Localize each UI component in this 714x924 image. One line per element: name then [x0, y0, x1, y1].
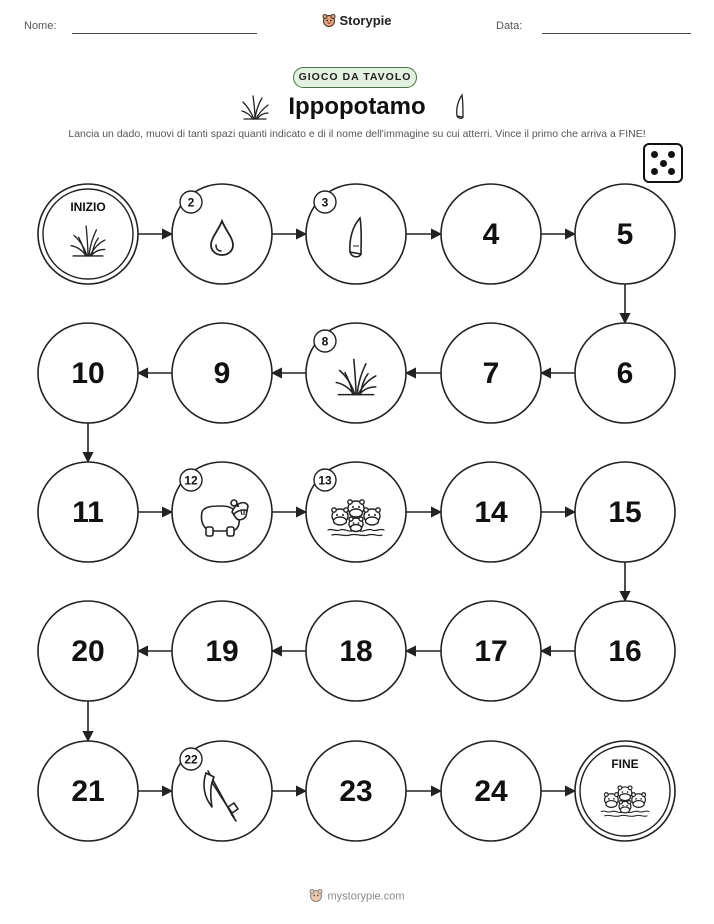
space-number: 9 [213, 357, 231, 390]
space-number: 14 [474, 496, 508, 529]
space-number: 17 [474, 635, 508, 668]
board-space-14 [441, 462, 541, 562]
board-space-10 [38, 323, 138, 423]
space-number: 18 [339, 635, 373, 668]
board-space-12 [172, 462, 272, 562]
space-number: 11 [72, 496, 104, 529]
instructions: Lancia un dado, muovi di tanti spazi quanti indicato e di il nome dell'immagine su cui atterri. Vince il primo che arriva a FINE! [68, 128, 646, 140]
space-number: 20 [71, 635, 105, 668]
space-number-badge: 22 [184, 752, 198, 767]
name-label: Nome: [24, 20, 57, 32]
storypie-logo-icon [309, 888, 323, 905]
board-space-19 [172, 601, 272, 701]
board-space-22 [172, 741, 272, 841]
footer-url: mystorypie.com [327, 890, 405, 903]
space-number-badge: 8 [321, 334, 329, 349]
date-label: Data: [496, 20, 523, 32]
space-number-badge: 3 [321, 195, 329, 210]
space-number: 10 [71, 357, 105, 390]
space-number-badge: 12 [184, 473, 198, 488]
footer [0, 888, 714, 905]
space-number: 16 [608, 635, 642, 668]
board-space-5 [575, 184, 675, 284]
space-label: INIZIO [70, 200, 106, 214]
page-title: Ippopotamo [288, 93, 426, 120]
board-space-9 [172, 323, 272, 423]
board-space-24 [441, 741, 541, 841]
space-number: 15 [608, 496, 642, 529]
board-space-2 [172, 184, 272, 284]
space-number-badge: 13 [318, 473, 332, 488]
board-space-17 [441, 601, 541, 701]
board-space-25-end [575, 741, 675, 841]
board-space-21 [38, 741, 138, 841]
space-label: FINE [611, 757, 639, 771]
space-number: 6 [616, 357, 634, 390]
space-number: 23 [339, 775, 373, 808]
board-space-8 [306, 323, 406, 423]
space-number-badge: 2 [187, 195, 195, 210]
board-space-3 [306, 184, 406, 284]
board-space-20 [38, 601, 138, 701]
brand-name: Storypie [339, 13, 392, 28]
space-number: 7 [482, 357, 500, 390]
space-number: 21 [71, 775, 105, 808]
board-space-18 [306, 601, 406, 701]
board-space-11 [38, 462, 138, 562]
board-space-15 [575, 462, 675, 562]
space-number: 5 [616, 218, 634, 251]
board-space-23 [306, 741, 406, 841]
space-number: 4 [482, 218, 500, 251]
board-space-16 [575, 601, 675, 701]
board-space-7 [441, 323, 541, 423]
space-number: 24 [474, 775, 508, 808]
board-space-4 [441, 184, 541, 284]
board-space-13 [306, 462, 406, 562]
space-number: 19 [205, 635, 239, 668]
game-type-badge: GIOCO DA TAVOLO [293, 67, 417, 88]
board-space-1-start [38, 184, 138, 284]
board-space-6 [575, 323, 675, 423]
